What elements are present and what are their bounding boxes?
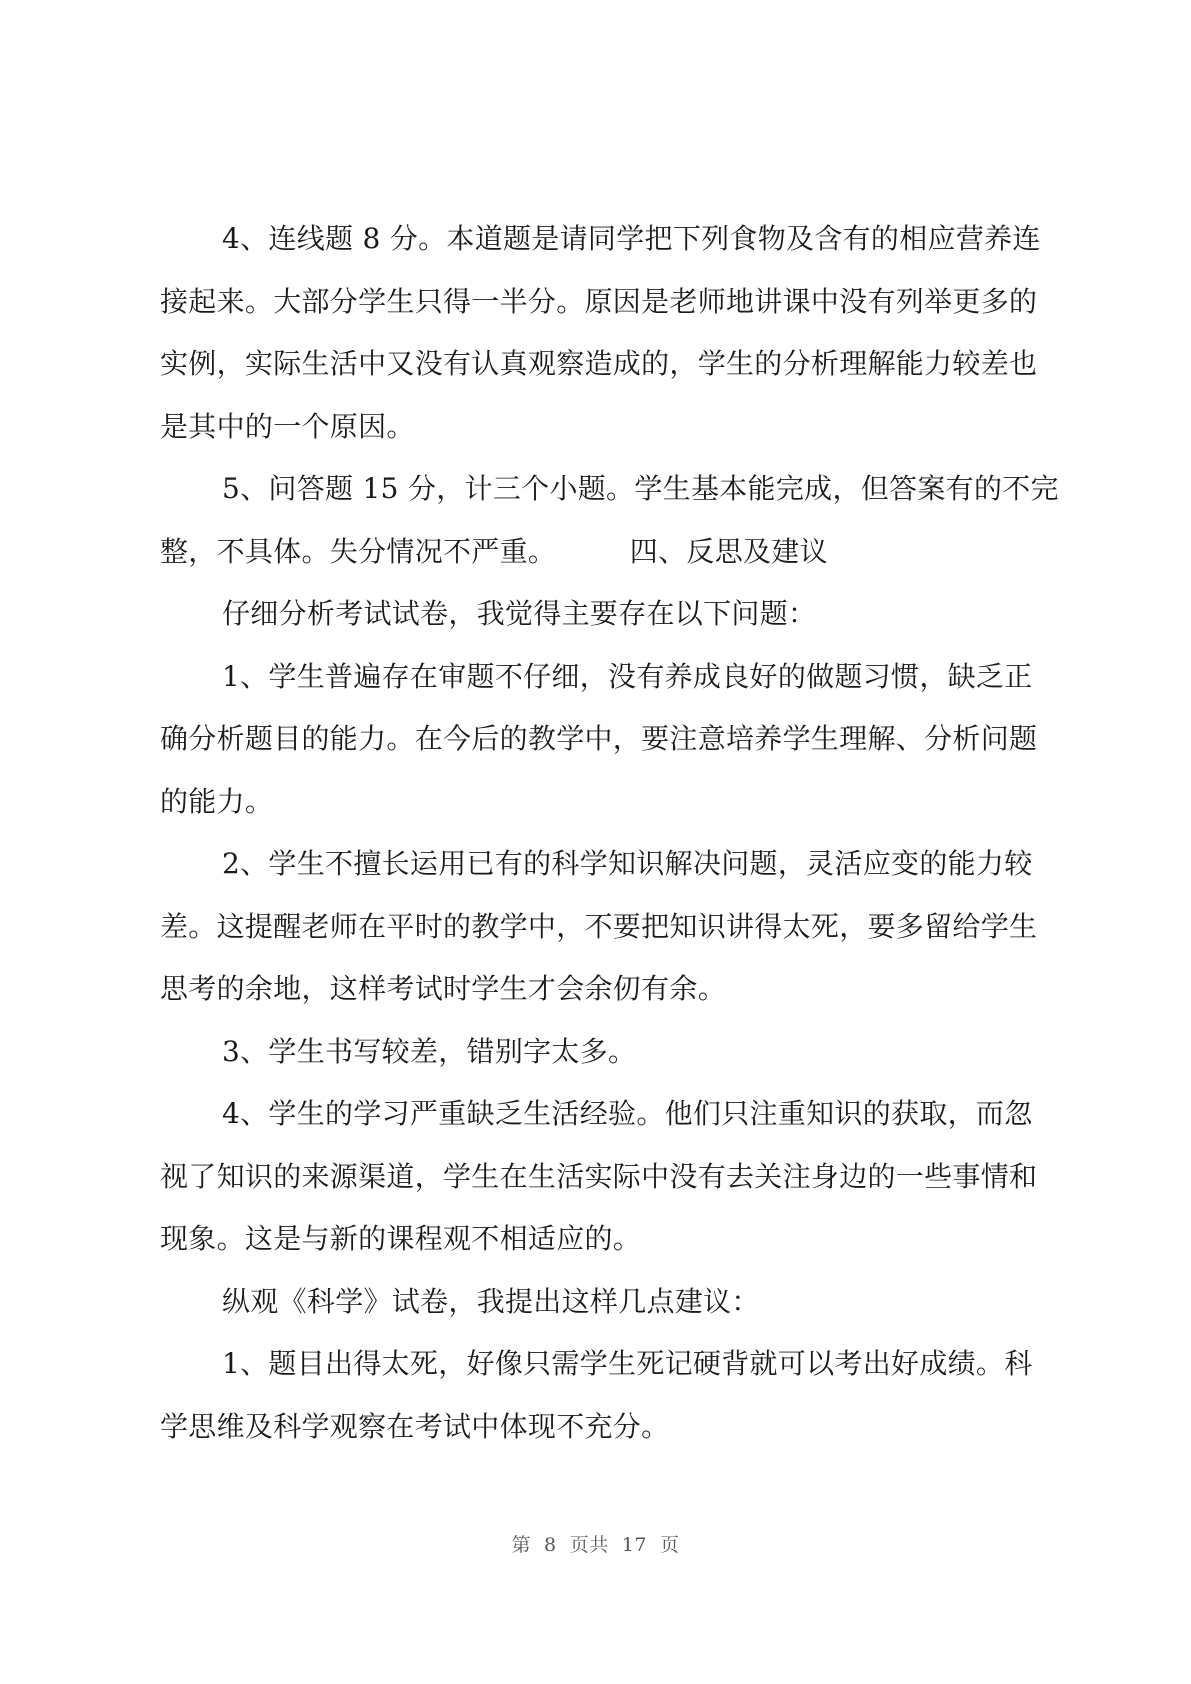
paragraph-problem-1: 1、学生普遍存在审题不仔细，没有养成良好的做题习惯，缺乏正确分析题目的能力。在今后的教学中，要注意培养学生理解、分析问题的能力。 bbox=[160, 659, 1038, 818]
paragraph-problems-intro: 仔细分析考试试卷，我觉得主要存在以下问题： bbox=[222, 597, 817, 630]
paragraph-problem-3: 3、学生书写较差，错别字太多。 bbox=[222, 1034, 637, 1068]
paragraph-suggestion-1: 1、题目出得太死，好像只需学生死记硬背就可以考出好成绩。科学思维及科学观察在考试中体现不充分。 bbox=[160, 1347, 1033, 1443]
paragraph-qa-question: 5、问答题 15 分，计三个小题。学生基本能完成，但答案有的不完整，不具体。失分情况不严重。 四、反思及建议 bbox=[160, 472, 1059, 568]
document-body bbox=[160, 208, 1060, 1458]
paragraph-problem-2: 2、学生不擅长运用已有的科学知识解决问题，灵活应变的能力较差。这提醒老师在平时的教学中，不要把知识讲得太死，要多留给学生思考的余地，这样考试时学生才会余仞有余。 bbox=[160, 847, 1038, 1005]
paragraph-matching-question: 4、连线题 8 分。本道题是请同学把下列食物及含有的相应营养连接起来。大部分学生只得一半分。原因是老师地讲课中没有列举更多的实例，实际生活中又没有认真观察造成的，学生的分析理解能力较差也是其中的一个原因。 bbox=[160, 222, 1041, 443]
paragraph-suggestions-intro: 纵观《科学》试卷，我提出这样几点建议： bbox=[222, 1284, 760, 1318]
paragraph-problem-4: 4、学生的学习严重缺乏生活经验。他们只注重知识的获取，而忽视了知识的来源渠道，学生在生活实际中没有去关注身边的一些事情和现象。这是与新的课程观不相适应的。 bbox=[160, 1097, 1038, 1255]
page-number-footer: 第 8 页共 17 页 bbox=[511, 1534, 680, 1556]
